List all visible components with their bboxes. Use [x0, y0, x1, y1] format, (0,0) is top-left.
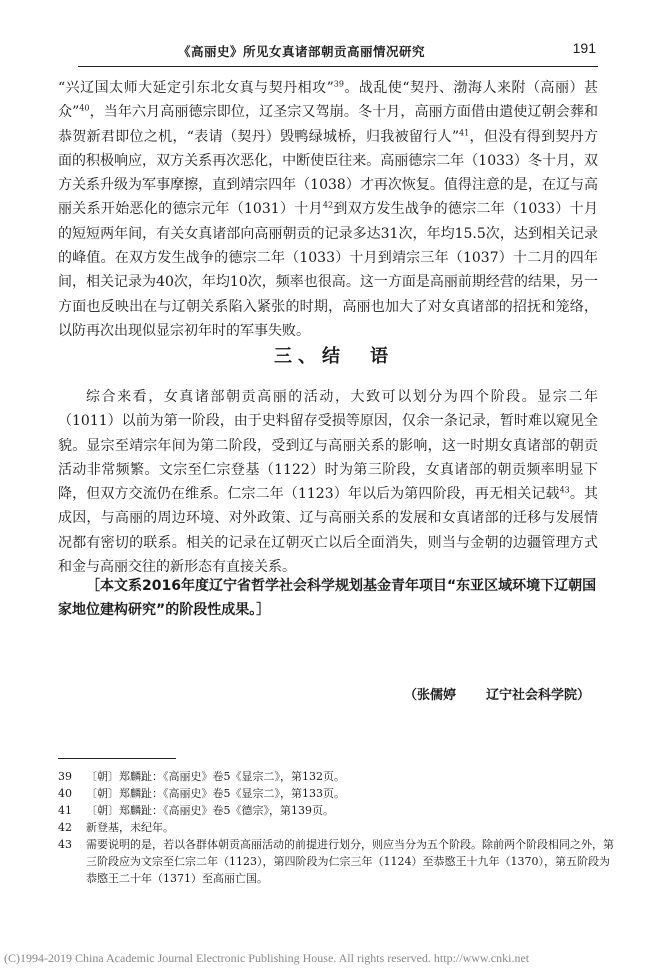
footnote-text: 〔朝〕郑麟趾：《高丽史》卷5《显宗二》，第133页。: [86, 787, 345, 800]
footnote-item: [58, 768, 618, 785]
running-title: 《高丽史》所见女真诸部朝贡高丽情况研究: [178, 44, 426, 59]
footnote-ref-43[interactable]: 43: [559, 485, 570, 495]
footnote-number: 40: [58, 787, 72, 800]
footnote-number: 42: [58, 821, 72, 834]
footnote-text: 〔朝〕郑麟趾：《高丽史》卷5《显宗二》，第132页。: [86, 770, 345, 783]
footnote-ref-41[interactable]: 41: [459, 127, 470, 137]
footnote-item: [58, 802, 618, 819]
author-name: （张儒婷: [403, 688, 456, 703]
footnote-number: 43: [58, 838, 72, 851]
author-line: [404, 684, 590, 703]
footnote-divider: [58, 758, 176, 759]
footnote-text: 需要说明的是，若以各群体朝贡高丽活动的前提进行划分，则应当分为五个阶段。除前两个阶段相同之外，第三阶段应为文宗至仁宗二年（1123），第四阶段为仁宗三年（1124）至恭愍王十九年（1370），第五阶段为恭愍王二十年（1371）至高丽亡国。: [86, 838, 614, 885]
funding-note: ［本文系2016年度辽宁省哲学社会科学规划基金青年项目“东亚区域环境下辽朝国家地位建构研究”的阶段性成果。］: [58, 578, 597, 618]
running-header: [78, 36, 598, 67]
footnote-number: 39: [58, 770, 72, 783]
footnote-number: 41: [58, 804, 72, 817]
footnote-item: [58, 836, 618, 887]
footnotes: [58, 768, 618, 887]
footnote-ref-42[interactable]: 42: [322, 200, 334, 210]
footnote-text: 〔朝〕郑麟趾：《高丽史》卷5《德宗》，第139页。: [86, 804, 334, 817]
copyright-notice: (C)1994-2019 China Academic Journal Electronic Publishing House. All rights reserved. http://www.cnki.net: [4, 951, 530, 965]
body-paragraph-1: “兴辽国太师大延定引东北女真与契丹相攻”$^{39}$。战乱使“契丹、渤海人来附（高丽）甚众”$^{40}$，当年六月高丽德宗即位，辽圣宗又驾崩。冬十月，高丽方面借由遣使辽朝会葬和恭贺新君即位之机，“表请（契丹）毁鸭绿城桥，归我被留行人”$^{41}$，但没有得到契丹方面的积极响应，双方关系再次恶化，中断使臣往来。高丽德宗二年（1033）冬十月，双方关系升级为军事摩擦，直到靖宗四年（1038）才再次恢复。值得注意的是，在辽与高丽关系开始恶化的德宗元年（1031）十月$^{42}$到双方发生战争的德宗二年（1033）十月的短短两年间，有关女真诸部向高丽朝贡的记录多达31次，年均15.5次，达到相关记录的峰值。在双方发生战争的德宗二年（1033）十月到靖宗三年（1037）十二月的四年间，相关记录为40次，年均10次，频率也很高。这一方面是高丽前期经营的结果，另一方面也反映出在与辽朝关系陷入紧张的时期，高丽也加大了对女真诸部的招抚和笼络，以防再次出现似显宗初年时的军事失败。: [58, 79, 598, 339]
author-affiliation: 辽宁社会科学院）: [485, 688, 590, 703]
footnote-ref-39[interactable]: 39: [333, 79, 344, 89]
body-paragraph-2: 综合来看，女真诸部朝贡高丽的活动，大致可以划分为四个阶段。显宗二年（1011）以前为第一阶段，由于史料留存受损等原因，仅余一条记录，暂时难以窥见全貌。显宗至靖宗年间为第二阶段，受到辽与高丽关系的影响，这一时期女真诸部的朝贡活动非常频繁。文宗至仁宗登基（1122）时为第三阶段，女真诸部的朝贡频率明显下降，但双方交流仍在维系。仁宗二年（1123）年以后为第四阶段，再无相关记载$^{43}$。其成因，与高丽的周边环境、对外政策、辽与高丽关系的发展和女真诸部的迁移与发展情况都有密切的联系。相关的记录在辽朝灭亡以后全面消失，则当与金朝的边疆管理方式和金与高丽交往的新形态有直接关系。: [58, 389, 598, 576]
footnote-text: 新登基，未纪年。: [86, 821, 174, 834]
page-number: 191: [572, 40, 596, 56]
section-heading: 三、结 语: [274, 346, 394, 367]
footnote-item: [58, 819, 618, 836]
footnote-item: [58, 785, 618, 802]
footnote-ref-40[interactable]: 40: [79, 103, 90, 113]
